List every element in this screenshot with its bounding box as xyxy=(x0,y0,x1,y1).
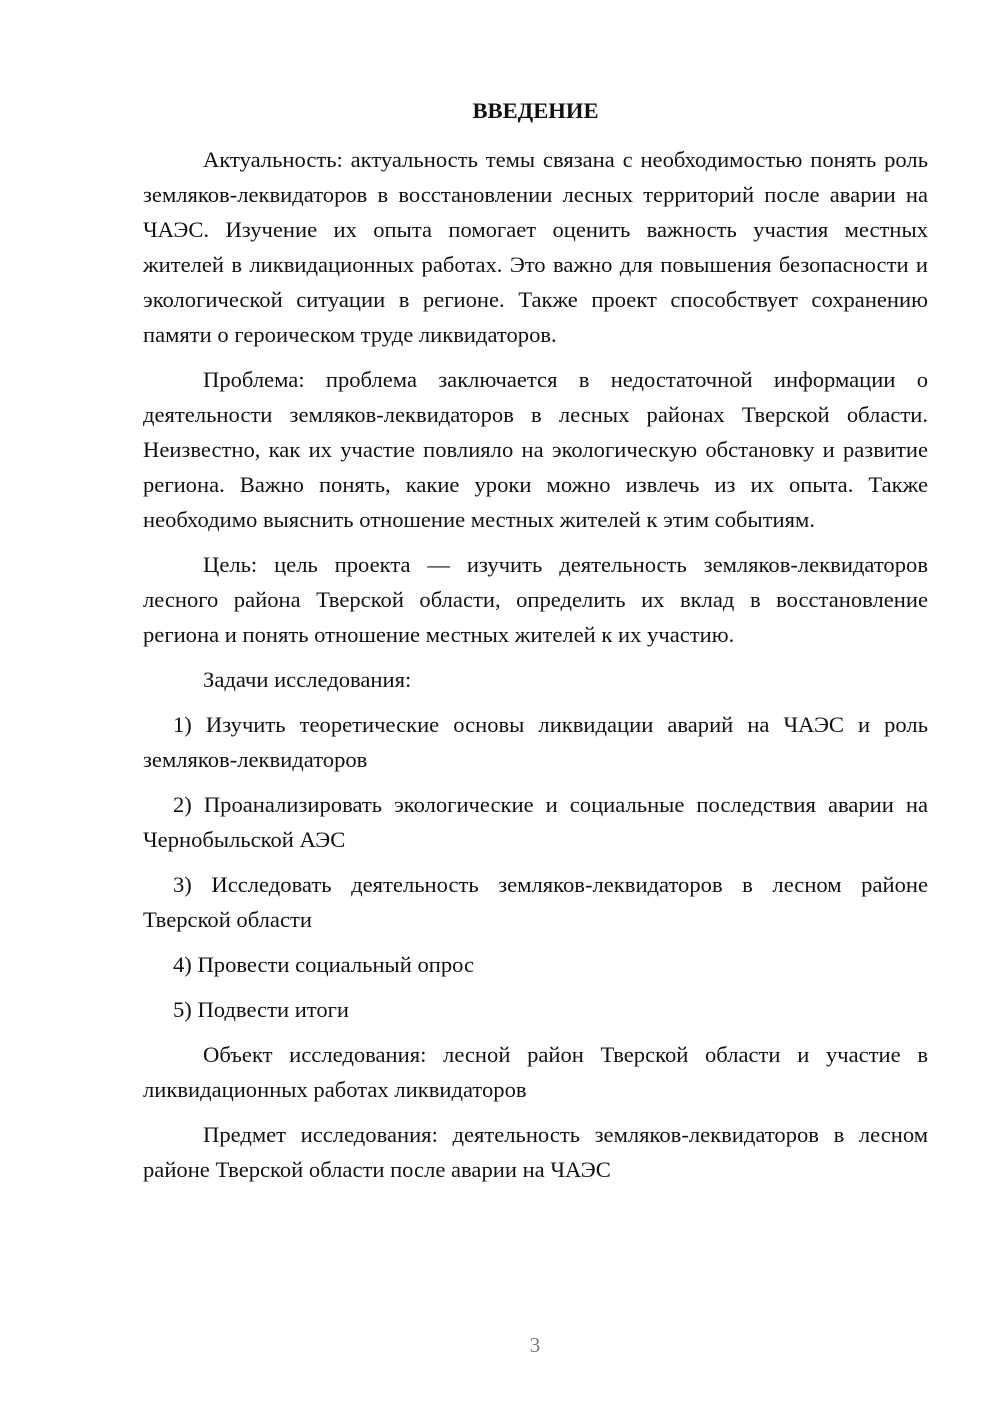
tasks-list xyxy=(143,707,928,1027)
subject-paragraph: Предмет исследования: деятельность земляков-леквидаторов в лесном районе Тверской области после аварии на ЧАЭС xyxy=(143,1122,928,1182)
task-item: 5) Подвести итоги xyxy=(173,997,350,1022)
object-paragraph: Объект исследования: лесной район Тверской области и участие в ликвидационных работах ликвидаторов xyxy=(143,1042,928,1102)
task-item: 3) Исследовать деятельность земляков-леквидаторов в лесном районе Тверской области xyxy=(143,872,928,932)
task-item: 4) Провести социальный опрос xyxy=(173,952,475,977)
document-body xyxy=(143,94,928,1197)
task-item: 1) Изучить теоретические основы ликвидации аварий на ЧАЭС и роль земляков-леквидаторов xyxy=(143,712,928,772)
section-title: ВВЕДЕНИЕ xyxy=(472,98,599,123)
page-number: 3 xyxy=(529,1333,541,1357)
goal-paragraph: Цель: цель проекта — изучить деятельность земляков-леквидаторов лесного района Тверской области, определить их вклад в восстановление региона и понять отношение местных жителей к их участию. xyxy=(143,552,928,647)
tasks-heading: Задачи исследования: xyxy=(203,667,412,692)
relevance-paragraph: Актуальность: актуальность темы связана с необходимостью понять роль земляков-леквидаторов в восстановлении лесных территорий после аварии на ЧАЭС. Изучение их опыта помогает оценить важность участия местных жителей в ликвидационных работах. Это важно для повышения безопасности и экологической ситуации в регионе. Также проект способствует сохранению памяти о героическом труде ликвидаторов. xyxy=(143,147,928,347)
task-item: 2) Проанализировать экологические и социальные последствия аварии на Чернобыльской АЭС xyxy=(143,792,928,852)
problem-paragraph: Проблема: проблема заключается в недостаточной информации о деятельности земляков-леквидаторов в лесных районах Тверской области. Неизвестно, как их участие повлияло на экологическую обстановку и развитие региона. Важно понять, какие уроки можно извлечь из их опыта. Также необходимо выяснить отношение местных жителей к этим событиям. xyxy=(143,367,928,532)
